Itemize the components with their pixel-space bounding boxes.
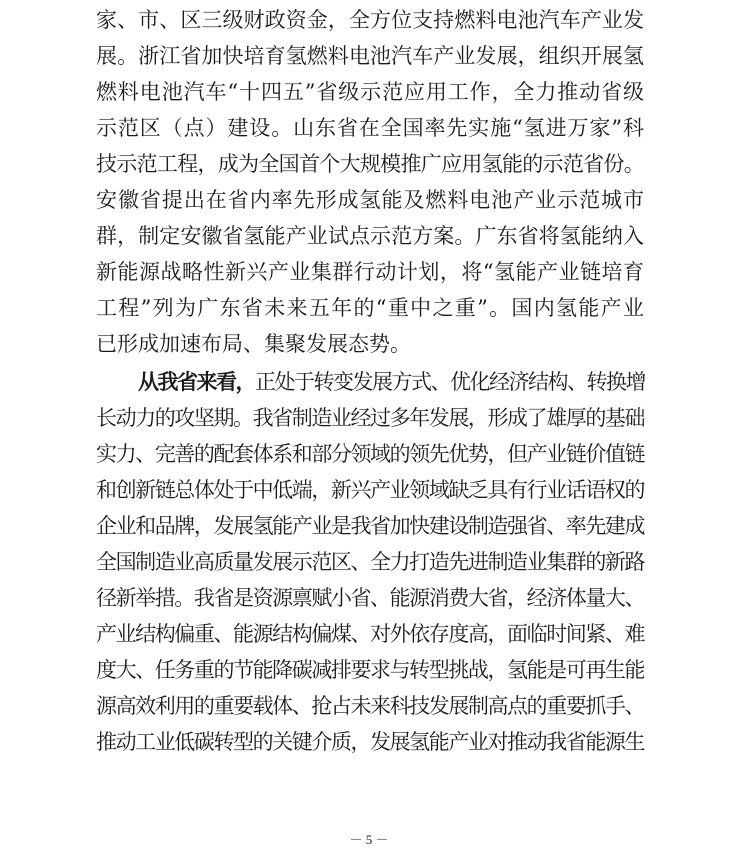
text-line: 度大、任务重的节能降碳减排要求与转型挑战，氢能是可再生能 (96, 658, 644, 682)
paragraph-first-line (138, 364, 644, 400)
text-line: 群，制定安徽省氢能产业试点示范方案。广东省将氢能纳入 (96, 224, 644, 248)
text-line: 推动工业低碳转型的关键介质，发展氢能产业对推动我省能源生 (96, 730, 644, 754)
text-line: 径新举措。我省是资源禀赋小省、能源消费大省，经济体量大、 (96, 586, 644, 610)
text-line: 安徽省提出在省内率先形成氢能及燃料电池产业示范城市 (96, 188, 644, 212)
text-line: 燃料电池汽车“十四五”省级示范应用工作，全力推动省级 (96, 80, 644, 104)
text-line: 已形成加速布局、集聚发展态势。 (96, 332, 411, 356)
text-line: 全国制造业高质量发展示范区、全力打造先进制造业集群的新路 (96, 550, 644, 574)
page-number: － 5 － (349, 832, 389, 847)
text-line: 示范区（点）建设。山东省在全国率先实施“氢进万家”科 (96, 116, 644, 140)
text-line: 长动力的攻坚期。我省制造业经过多年发展，形成了雄厚的基础 (96, 406, 644, 430)
text-line: 产业结构偏重、能源结构偏煤、对外依存度高，面临时间紧、难 (96, 622, 644, 646)
text-line: 展。浙江省加快培育氢燃料电池汽车产业发展，组织开展氢 (96, 44, 644, 68)
text-line: 技示范工程，成为全国首个大规模推广应用氢能的示范省份。 (96, 152, 644, 176)
text-span: 正处于转变发展方式、优化经济结构、转换增 (255, 370, 645, 394)
text-line: 新能源战略性新兴产业集群行动计划，将“氢能产业链培育 (96, 260, 644, 284)
text-line: 和创新链总体处于中低端，新兴产业领域缺乏具有行业话语权的 (96, 478, 644, 502)
text-line: 家、市、区三级财政资金，全方位支持燃料电池汽车产业发 (96, 8, 644, 32)
paragraph-heading: 从我省来看， (138, 369, 255, 394)
text-line: 企业和品牌，发展氢能产业是我省加快建设制造强省、率先建成 (96, 514, 644, 538)
text-line: 源高效利用的重要载体、抢占未来科技发展制高点的重要抓手、 (96, 694, 644, 718)
text-line: 实力、完善的配套体系和部分领域的领先优势，但产业链价值链 (96, 442, 644, 466)
text-line: 工程”列为广东省未来五年的“重中之重”。国内氢能产业 (96, 296, 644, 320)
